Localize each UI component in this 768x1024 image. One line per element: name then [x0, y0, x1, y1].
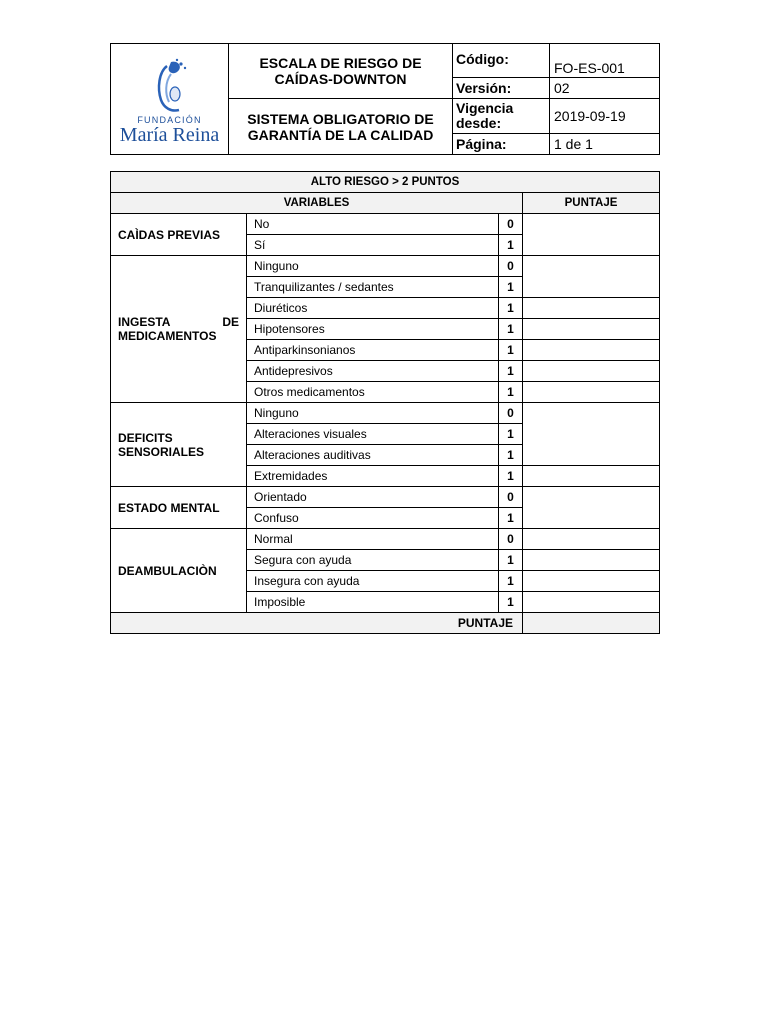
option-label: Insegura con ayuda: [247, 571, 499, 592]
option-label: Confuso: [247, 508, 499, 529]
option-points: 1: [499, 298, 523, 319]
option-points: 1: [499, 319, 523, 340]
option-label: Ninguno: [247, 256, 499, 277]
option-label: Ninguno: [247, 403, 499, 424]
score-input-cell[interactable]: [523, 529, 660, 550]
score-input-cell[interactable]: [523, 487, 660, 529]
form-title: ESCALA DE RIESGO DE CAÍDAS-DOWNTON: [229, 44, 453, 99]
downton-scale-table: [110, 171, 660, 634]
option-label: Imposible: [247, 592, 499, 613]
option-points: 0: [499, 214, 523, 235]
option-label: Diuréticos: [247, 298, 499, 319]
option-label: Antidepresivos: [247, 361, 499, 382]
vigencia-label: Vigencia desde:: [453, 99, 550, 134]
score-input-cell[interactable]: [523, 382, 660, 403]
option-points: 1: [499, 235, 523, 256]
risk-banner: ALTO RIESGO > 2 PUNTOS: [111, 172, 660, 193]
score-input-cell[interactable]: [523, 340, 660, 361]
option-points: 1: [499, 550, 523, 571]
option-points: 1: [499, 382, 523, 403]
option-points: 1: [499, 445, 523, 466]
table-row: [111, 214, 660, 235]
option-label: Antiparkinsonianos: [247, 340, 499, 361]
version-value: 02: [550, 78, 660, 99]
score-input-cell[interactable]: [523, 403, 660, 466]
document-header: [110, 43, 660, 155]
logo-line-1: FUNDACIÓN: [137, 115, 202, 125]
option-points: 1: [499, 340, 523, 361]
logo: [111, 44, 228, 154]
table-row: [111, 256, 660, 277]
version-label: Versión:: [453, 78, 550, 99]
score-input-cell[interactable]: [523, 361, 660, 382]
score-input-cell[interactable]: [523, 550, 660, 571]
vigencia-value: 2019-09-19: [550, 99, 660, 134]
total-row: [111, 613, 660, 634]
option-points: 0: [499, 403, 523, 424]
score-input-cell[interactable]: [523, 571, 660, 592]
variables-header: VARIABLES: [111, 193, 523, 214]
pagina-value: 1 de 1: [550, 134, 660, 155]
category-deficits-sensoriales: DEFICITS SENSORIALES: [111, 403, 247, 487]
option-points: 0: [499, 487, 523, 508]
system-title: SISTEMA OBLIGATORIO DE GARANTÍA DE LA CALIDAD: [229, 99, 453, 155]
table-row: [111, 487, 660, 508]
category-label: INGESTA DE MEDICAMENTOS: [118, 315, 239, 343]
option-points: 1: [499, 571, 523, 592]
score-input-cell[interactable]: [523, 256, 660, 298]
total-score-cell[interactable]: [523, 613, 660, 634]
option-points: 1: [499, 277, 523, 298]
option-points: 1: [499, 424, 523, 445]
pagina-label: Página:: [453, 134, 550, 155]
option-label: Normal: [247, 529, 499, 550]
total-label: PUNTAJE: [111, 613, 523, 634]
option-label: Hipotensores: [247, 319, 499, 340]
category-ingesta-medicamentos: [111, 256, 247, 403]
option-points: 1: [499, 508, 523, 529]
option-label: Tranquilizantes / sedantes: [247, 277, 499, 298]
option-label: Orientado: [247, 487, 499, 508]
table-row: [111, 529, 660, 550]
logo-cell: [111, 44, 229, 155]
score-input-cell[interactable]: [523, 214, 660, 256]
score-input-cell[interactable]: [523, 592, 660, 613]
option-label: Extremidades: [247, 466, 499, 487]
puntaje-header: PUNTAJE: [523, 193, 660, 214]
codigo-label: Código:: [453, 44, 550, 78]
category-deambulacion: DEAMBULACIÒN: [111, 529, 247, 613]
logo-line-2: María Reina: [119, 124, 220, 146]
category-estado-mental: ESTADO MENTAL: [111, 487, 247, 529]
option-label: Alteraciones auditivas: [247, 445, 499, 466]
codigo-value: FO-ES-001: [550, 44, 660, 78]
option-label: Otros medicamentos: [247, 382, 499, 403]
table-row: [111, 403, 660, 424]
option-points: 1: [499, 361, 523, 382]
option-points: 0: [499, 529, 523, 550]
option-points: 0: [499, 256, 523, 277]
score-input-cell[interactable]: [523, 319, 660, 340]
option-points: 1: [499, 592, 523, 613]
score-input-cell[interactable]: [523, 298, 660, 319]
option-label: Sí: [247, 235, 499, 256]
option-points: 1: [499, 466, 523, 487]
score-input-cell[interactable]: [523, 466, 660, 487]
option-label: No: [247, 214, 499, 235]
category-caidas-previas: CAÌDAS PREVIAS: [111, 214, 247, 256]
option-label: Segura con ayuda: [247, 550, 499, 571]
option-label: Alteraciones visuales: [247, 424, 499, 445]
madonna-logo-icon: [149, 58, 191, 116]
